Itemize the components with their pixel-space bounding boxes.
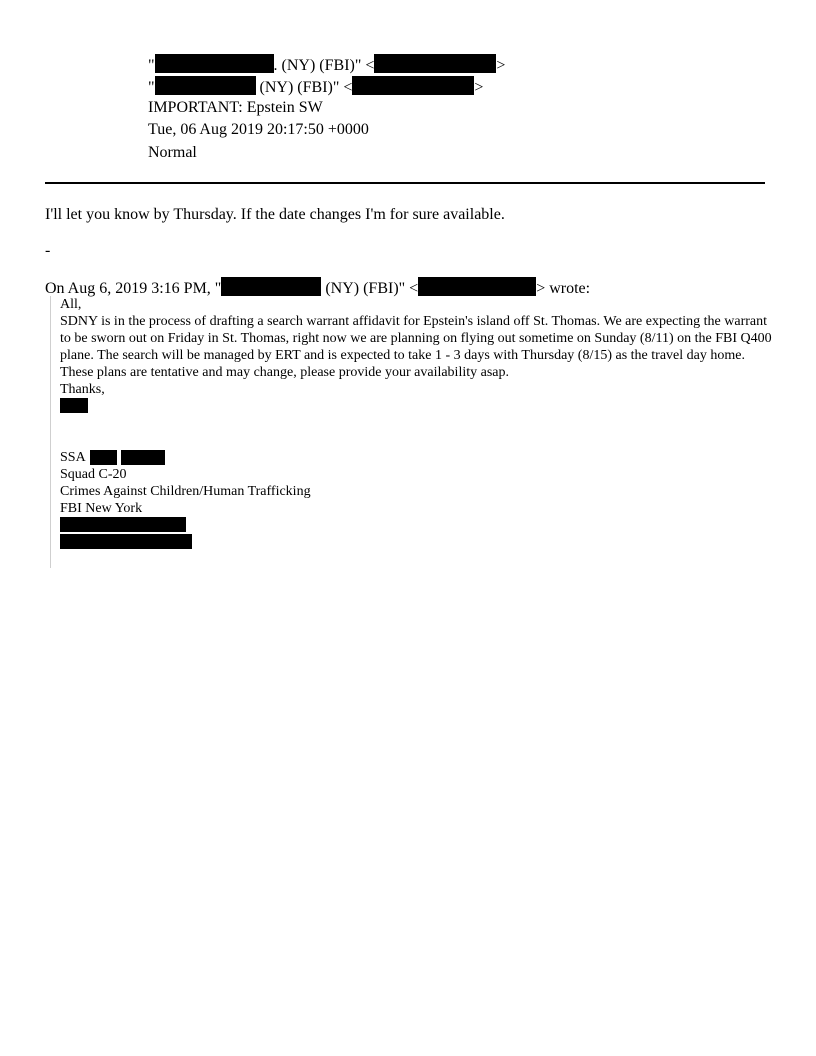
from-value: " . (NY) (FBI)" < >	[148, 54, 505, 75]
to-value: " (NY) (FBI)" < >	[148, 76, 483, 97]
signature-office: FBI New York	[60, 501, 143, 516]
redaction-box	[418, 277, 536, 296]
quoted-paragraph: SDNY is in the process of drafting a search warrant affidavit for Epstein's island off St. Thomas. We are expecting the warrant to be sworn out on Friday in St. Thomas, right now we are planning on flying out sometime on Sunday (8/11) on the FBI Q400 plane. The search will be managed by ERT and is expected to take 1 - 3 days with Thursday (8/15) as the travel day home. These plans are tentative and may change, please provide your availability asap.	[60, 314, 772, 380]
quoted-greeting: All,	[60, 297, 82, 312]
signature-contact-redaction	[60, 534, 192, 549]
signature-squad: Squad C-20	[60, 467, 127, 482]
redaction-box	[221, 277, 321, 296]
quoted-closing: Thanks,	[60, 382, 105, 397]
importance-value: Normal	[148, 144, 197, 161]
reply-dash: -	[45, 242, 51, 259]
redaction-box	[374, 54, 496, 73]
reply-text: I'll let you know by Thursday. If the date changes I'm for sure available.	[45, 206, 505, 223]
signature-name-redaction	[121, 450, 165, 465]
redaction-box	[352, 76, 474, 95]
sender-name-redaction	[60, 398, 88, 413]
signature-unit: Crimes Against Children/Human Trafficking	[60, 484, 311, 499]
redaction-box	[155, 54, 274, 73]
date-value: Tue, 06 Aug 2019 20:17:50 +0000	[148, 121, 369, 138]
signature-name-redaction	[90, 450, 117, 465]
quoted-message	[50, 296, 772, 568]
subject-value: IMPORTANT: Epstein SW	[148, 99, 323, 116]
quoted-intro: On Aug 6, 2019 3:16 PM, " (NY) (FBI)" < > wrote:	[45, 277, 590, 298]
header-divider	[45, 182, 765, 184]
signature-title: SSA	[60, 450, 86, 465]
redaction-box	[155, 76, 256, 95]
signature-contact-redaction	[60, 517, 186, 532]
